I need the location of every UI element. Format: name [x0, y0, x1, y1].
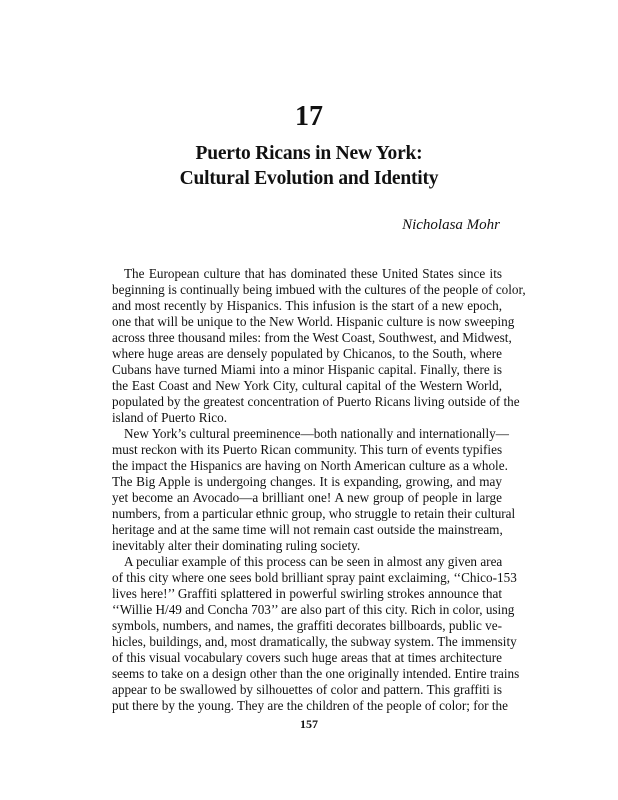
- chapter-title-line: Cultural Evolution and Identity: [179, 168, 439, 189]
- chapter-number: 17: [295, 101, 323, 132]
- text-line: seems to take on a design other than the one originally intended. Entire trains: [112, 666, 520, 681]
- text-line: heritage and at the same time will not remain cast outside the mainstream,: [112, 522, 503, 537]
- text-line: lives here!’’ Graffiti splattered in powerful swirling strokes announce that: [112, 586, 502, 601]
- text-line: inevitably alter their dominating ruling society.: [112, 538, 361, 553]
- text-line: appear to be swallowed by silhouettes of color and pattern. This graffiti is: [112, 682, 502, 697]
- text-line: must reckon with its Puerto Rican community. This turn of events typifies: [112, 442, 503, 457]
- text-line: The European culture that has dominated these United States since its: [124, 266, 502, 281]
- text-line: the impact the Hispanics are having on North American culture as a whole.: [112, 458, 508, 473]
- text-line: A peculiar example of this process can be seen in almost any given area: [124, 554, 503, 569]
- chapter-title-line: Puerto Ricans in New York:: [195, 143, 423, 164]
- text-line: hicles, buildings, and, most dramatically, the subway system. The immensity: [112, 634, 517, 649]
- paragraph: [112, 426, 516, 554]
- text-line: ‘‘Willie H/49 and Concha 703’’ are also part of this city. Rich in color, using: [112, 602, 515, 617]
- text-line: one that will be unique to the New World. Hispanic culture is now sweeping: [112, 314, 515, 329]
- text-line: put there by the young. They are the children of the people of color; for the: [112, 698, 508, 713]
- chapter-title: [0, 141, 618, 191]
- author-name: Nicholasa Mohr: [402, 217, 500, 233]
- paragraph: [112, 554, 520, 714]
- text-line: island of Puerto Rico.: [112, 410, 228, 425]
- text-line: beginning is continually being imbued with the cultures of the people of color,: [112, 282, 526, 297]
- paragraph: [112, 266, 526, 426]
- text-line: where huge areas are densely populated by Chicanos, to the South, where: [112, 346, 502, 361]
- text-line: numbers, from a particular ethnic group, who struggle to retain their cultural: [112, 506, 516, 521]
- text-line: populated by the greatest concentration of Puerto Ricans living outside of the: [112, 394, 520, 409]
- page-number: 157: [300, 717, 318, 731]
- text-line: of this visual vocabulary covers such huge areas that at times architecture: [112, 650, 502, 665]
- text-line: and most recently by Hispanics. This infusion is the start of a new epoch,: [112, 298, 502, 313]
- text-line: New York’s cultural preeminence—both nationally and internationally—: [124, 426, 509, 441]
- text-line: across three thousand miles: from the West Coast, Southwest, and Midwest,: [112, 330, 512, 345]
- text-line: the East Coast and New York City, cultural capital of the Western World,: [112, 378, 502, 393]
- body-text: [112, 266, 526, 714]
- text-line: symbols, numbers, and names, the graffiti decorates billboards, public ve-: [112, 618, 502, 633]
- text-line: of this city where one sees bold brilliant spray paint exclaiming, ‘‘Chico-153: [112, 570, 517, 585]
- text-line: Cubans have turned Miami into a minor Hispanic capital. Finally, there is: [112, 362, 502, 377]
- text-line: The Big Apple is undergoing changes. It is expanding, growing, and may: [112, 474, 502, 489]
- text-line: yet become an Avocado—a brilliant one! A new group of people in large: [112, 490, 502, 505]
